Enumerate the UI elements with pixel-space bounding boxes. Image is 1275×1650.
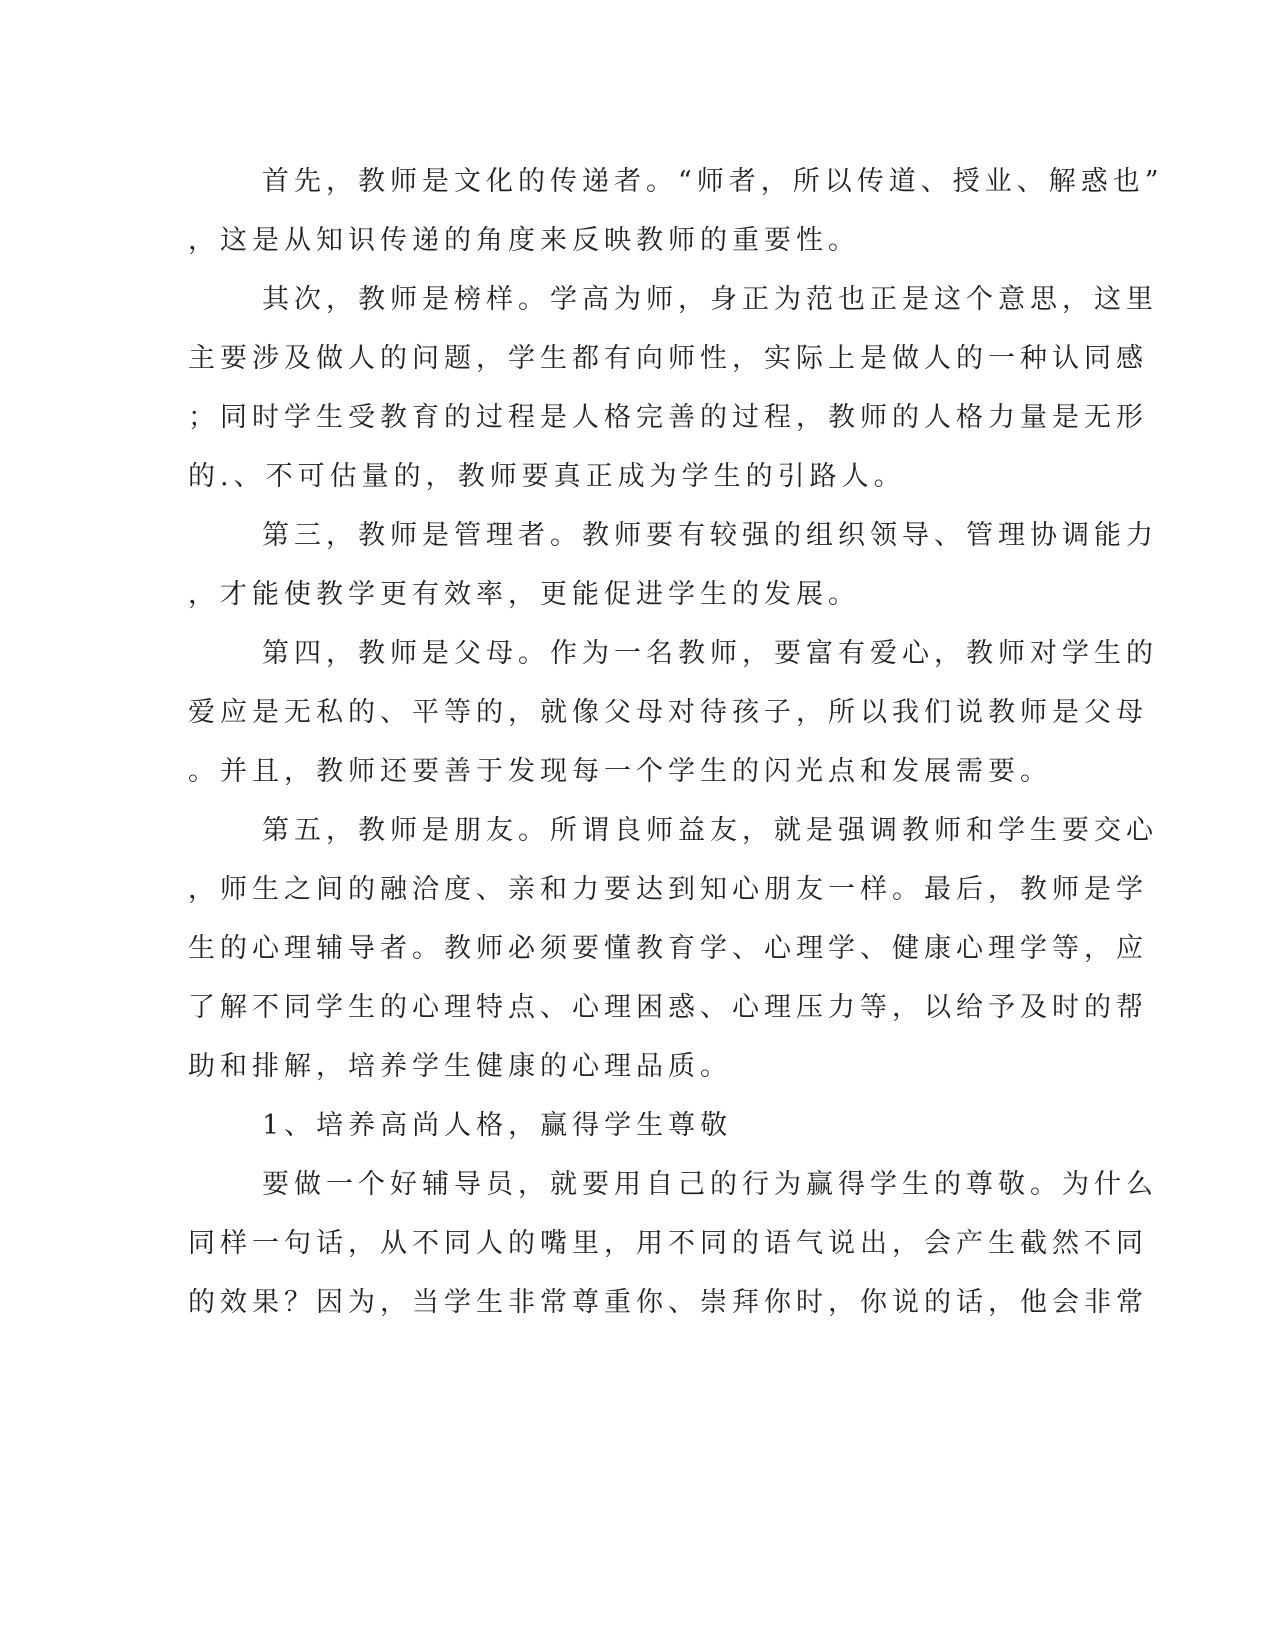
text-line: 第五，教师是朋友。所谓良师益友，就是强调教师和学生要交心: [262, 815, 1158, 846]
section-heading: 1、培养高尚人格，赢得学生尊敬: [262, 1110, 733, 1141]
text-line: ；同时学生受教育的过程是人格完善的过程，教师的人格力量是无形: [188, 402, 1148, 433]
text-line: 了解不同学生的心理特点、心理困惑、心理压力等，以给予及时的帮: [188, 992, 1148, 1023]
text-line: 同样一句话，从不同人的嘴里，用不同的语气说出，会产生截然不同: [188, 1228, 1148, 1259]
text-line: 要做一个好辅导员，就要用自己的行为赢得学生的尊敬。为什么: [262, 1169, 1158, 1200]
text-line: 首先，教师是文化的传递者。“师者，所以传道、授业、解惑也”: [262, 166, 1164, 197]
text-line: 其次，教师是榜样。学高为师，身正为范也正是这个意思，这里: [262, 284, 1158, 315]
text-line: 生的心理辅导者。教师必须要懂教育学、心理学、健康心理学等，应: [188, 933, 1148, 964]
text-line: 主要涉及做人的问题，学生都有向师性，实际上是做人的一种认同感: [188, 343, 1148, 374]
text-line: 第四，教师是父母。作为一名教师，要富有爱心，教师对学生的: [262, 638, 1158, 669]
text-line: 。并且，教师还要善于发现每一个学生的闪光点和发展需要。: [188, 756, 1052, 787]
text-line: 助和排解，培养学生健康的心理品质。: [188, 1051, 732, 1082]
text-line: 爱应是无私的、平等的，就像父母对待孩子，所以我们说教师是父母: [188, 697, 1148, 728]
text-line: ，这是从知识传递的角度来反映教师的重要性。: [188, 225, 860, 256]
text-line: ，才能使教学更有效率，更能促进学生的发展。: [188, 579, 860, 610]
text-line: 的.、不可估量的，教师要真正成为学生的引路人。: [188, 461, 906, 492]
text-line: 的效果？因为，当学生非常尊重你、崇拜你时，你说的话，他会非常: [188, 1287, 1148, 1318]
text-line: 第三，教师是管理者。教师要有较强的组织领导、管理协调能力: [262, 520, 1158, 551]
text-line: ，师生之间的融洽度、亲和力要达到知心朋友一样。最后，教师是学: [188, 874, 1148, 905]
